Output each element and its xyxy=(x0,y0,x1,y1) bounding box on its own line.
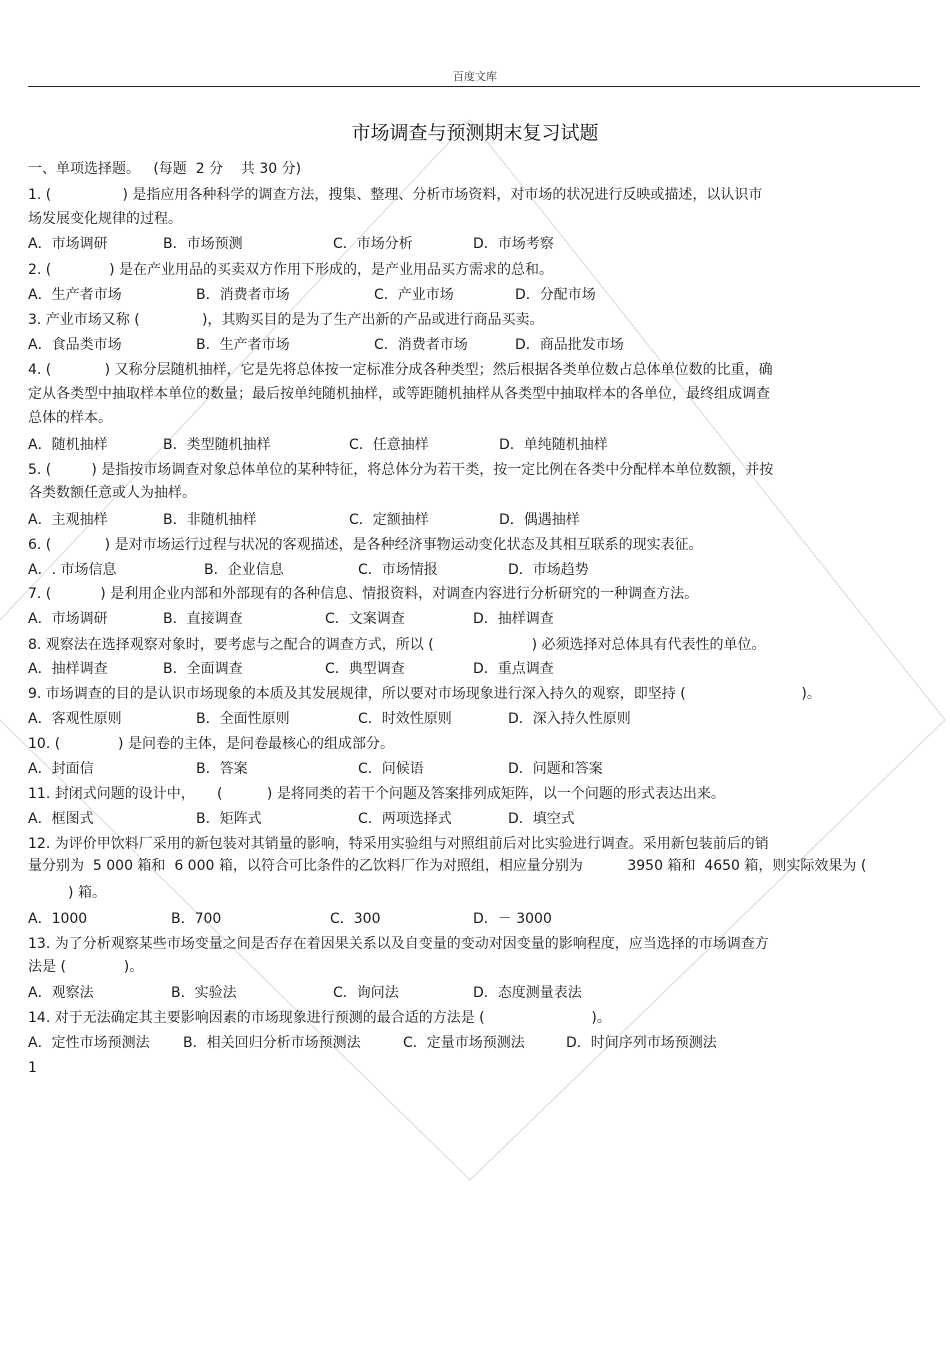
option-b: B．生产者市场 xyxy=(196,337,290,353)
option-a: A．定性市场预测法 xyxy=(28,1035,150,1051)
option-a: A．观察法 xyxy=(28,985,94,1001)
option-b: B．全面调查 xyxy=(163,661,243,677)
option-b: B．700 xyxy=(171,911,222,927)
question-line: 1. ( ) 是指应用各种科学的调查方法，搜集、整理、分析市场资料，对市场的状况进行反映或描述，以认识市 xyxy=(28,187,763,203)
question-line: 11. 封闭式问题的设计中， ( ) 是将同类的若干个问题及答案排列成矩阵，以一个问题的形式表达出来。 xyxy=(28,786,725,802)
option-b: B．答案 xyxy=(196,761,248,777)
option-d: D．偶遇抽样 xyxy=(499,512,580,528)
option-a: A．封面信 xyxy=(28,761,94,777)
question-line: 8. 观察法在选择观察对象时，要考虑与之配合的调查方式，所以 ( ) 必须选择对总体具有代表性的单位。 xyxy=(28,637,766,653)
option-c: C．产业市场 xyxy=(374,287,454,303)
document-title: 市场调查与预测期末复习试题 xyxy=(351,122,599,144)
question-line: ) 箱。 xyxy=(28,885,106,901)
option-d: D．市场考察 xyxy=(473,236,554,252)
option-c: C．任意抽样 xyxy=(349,437,429,453)
option-b: B．实验法 xyxy=(171,985,237,1001)
option-a: A．主观抽样 xyxy=(28,512,108,528)
option-d: D．－ 3000 xyxy=(473,911,552,927)
question-line: 总体的样本。 xyxy=(28,410,112,426)
question-line: 4. ( ) 又称分层随机抽样，它是先将总体按一定标准分成各种类型；然后根据各类单位数占总体单位数的比重，确 xyxy=(28,362,773,378)
question-line: 6. ( ) 是对市场运行过程与状况的客观描述，是各种经济事物运动变化状态及其相互联系的现实表征。 xyxy=(28,537,703,553)
question-line: 2. ( ) 是在产业用品的买卖双方作用下形成的，是产业用品买方需求的总和。 xyxy=(28,262,554,278)
question-line: 7. ( ) 是利用企业内部和外部现有的各种信息、情报资料，对调查内容进行分析研究的一种调查方法。 xyxy=(28,586,699,602)
option-b: B．非随机抽样 xyxy=(163,512,257,528)
question-line: 14. 对于无法确定其主要影响因素的市场现象进行预测的最合适的方法是 ( )。 xyxy=(28,1010,611,1026)
question-line: 5. ( ) 是指按市场调查对象总体单位的某种特征，将总体分为若干类，按一定比例在各类中分配样本单位数额，并按 xyxy=(28,462,774,478)
option-d: D．时间序列市场预测法 xyxy=(566,1035,717,1051)
option-a: A．市场调研 xyxy=(28,236,108,252)
option-c: C．询问法 xyxy=(333,985,399,1001)
question-line: 9. 市场调查的目的是认识市场现象的本质及其发展规律，所以要对市场现象进行深入持久的观察，即坚持 ( )。 xyxy=(28,686,821,702)
option-a: A．食品类市场 xyxy=(28,337,122,353)
option-a: A．客观性原则 xyxy=(28,711,122,727)
option-b: B．矩阵式 xyxy=(196,811,262,827)
option-c: C．消费者市场 xyxy=(374,337,468,353)
option-b: B．直接调查 xyxy=(163,611,243,627)
option-a: A．市场调研 xyxy=(28,611,108,627)
option-c: C．典型调查 xyxy=(325,661,405,677)
option-d: D．单纯随机抽样 xyxy=(499,437,608,453)
option-c: C．300 xyxy=(330,911,381,927)
option-a: A．框图式 xyxy=(28,811,94,827)
option-d: D．重点调查 xyxy=(473,661,554,677)
option-b: B．全面性原则 xyxy=(196,711,290,727)
header-rule xyxy=(28,86,920,87)
header-label: 百度文库 xyxy=(453,70,497,83)
option-c: C．市场分析 xyxy=(333,236,413,252)
option-b: B．消费者市场 xyxy=(196,287,290,303)
option-b: B．企业信息 xyxy=(204,562,284,578)
page-number: 1 xyxy=(28,1060,37,1076)
option-c: C．文案调查 xyxy=(325,611,405,627)
option-c: C．市场情报 xyxy=(358,562,438,578)
question-line: 12. 为评价甲饮料厂采用的新包装对其销量的影响，特采用实验组与对照组前后对比实验进行调查。采用新包装前后的销 xyxy=(28,836,769,852)
option-c: C．问候语 xyxy=(358,761,424,777)
option-d: D．问题和答案 xyxy=(508,761,603,777)
option-d: D．态度测量表法 xyxy=(473,985,582,1001)
option-c: C．两项选择式 xyxy=(358,811,452,827)
section-heading: 一、单项选择题。 (每题 2 分 共 30 分) xyxy=(28,161,302,177)
option-b: B．类型随机抽样 xyxy=(163,437,271,453)
question-line: 3. 产业市场又称 ( )，其购买目的是为了生产出新的产品或进行商品买卖。 xyxy=(28,312,544,328)
option-a: A．生产者市场 xyxy=(28,287,122,303)
option-a: A．. 市场信息 xyxy=(28,562,117,578)
option-b: B．市场预测 xyxy=(163,236,243,252)
option-a: A．1000 xyxy=(28,911,88,927)
option-d: D．商品批发市场 xyxy=(515,337,624,353)
question-line: 场发展变化规律的过程。 xyxy=(28,211,182,227)
question-line: 各类数额任意或人为抽样。 xyxy=(28,485,196,501)
question-line: 13. 为了分析观察某些市场变量之间是否存在着因果关系以及自变量的变动对因变量的影响程度，应当选择的市场调查方 xyxy=(28,936,769,952)
option-d: D．深入持久性原则 xyxy=(508,711,631,727)
option-c: C．定量市场预测法 xyxy=(403,1035,525,1051)
option-d: D．分配市场 xyxy=(515,287,596,303)
question-line: 法是 ( )。 xyxy=(28,959,144,975)
option-d: D．填空式 xyxy=(508,811,575,827)
option-d: D．市场趋势 xyxy=(508,562,589,578)
question-line: 定从各类型中抽取样本单位的数量；最后按单纯随机抽样，或等距随机抽样从各类型中抽取样本的各单位，最终组成调查 xyxy=(28,386,770,402)
option-a: A．抽样调查 xyxy=(28,661,108,677)
option-d: D．抽样调查 xyxy=(473,611,554,627)
option-c: C．时效性原则 xyxy=(358,711,452,727)
question-line: 量分别为 5 000 箱和 6 000 箱，以符合可比条件的乙饮料厂作为对照组，相应量分别为 3950 箱和 4650 箱，则实际效果为 ( xyxy=(28,858,867,874)
question-line: 10. ( ) 是问卷的主体，是问卷最核心的组成部分。 xyxy=(28,736,394,752)
option-a: A．随机抽样 xyxy=(28,437,108,453)
option-b: B．相关回归分析市场预测法 xyxy=(183,1035,361,1051)
option-c: C．定额抽样 xyxy=(349,512,429,528)
